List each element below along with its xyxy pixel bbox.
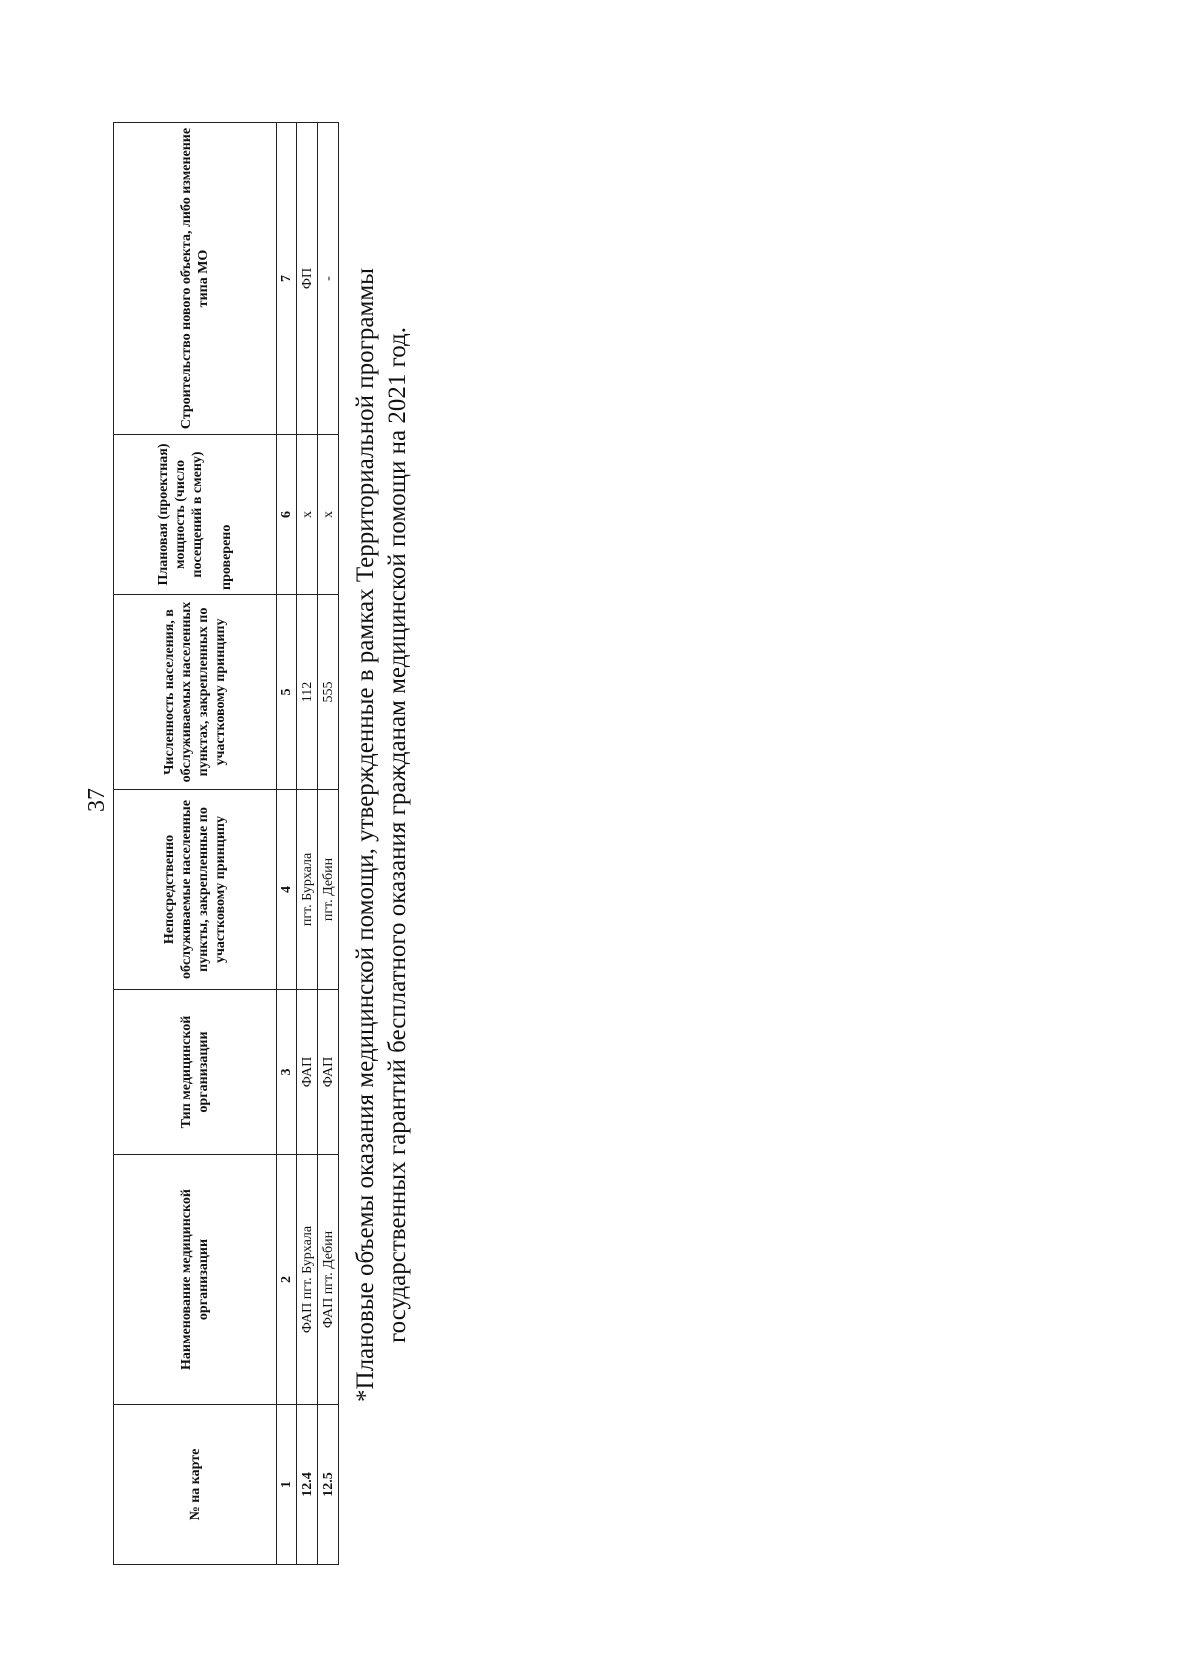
table-header-row bbox=[114, 123, 277, 1565]
cell-construction: - bbox=[318, 123, 339, 435]
cell-served-settlement: пгт. Бурхала bbox=[297, 790, 318, 990]
verified-note: проверено bbox=[219, 524, 234, 590]
cell-organization-type: ФАП bbox=[318, 990, 339, 1155]
footnote-line-2: государственных гарантий бесплатного оказания гражданам медицинской помощи на 2021 год. bbox=[384, 327, 411, 1344]
column-number: 4 bbox=[277, 790, 297, 990]
header-organization-type: Тип медицинской организации bbox=[114, 990, 277, 1155]
header-map-number: № на карте bbox=[114, 1405, 277, 1565]
column-number: 2 bbox=[277, 1155, 297, 1405]
cell-map-number: 12.4 bbox=[297, 1405, 318, 1565]
medical-organizations-table bbox=[113, 122, 339, 1565]
cell-organization-type: ФАП bbox=[297, 990, 318, 1155]
cell-construction: ФП bbox=[297, 123, 318, 435]
header-organization-name: Наименование медицинской организации bbox=[114, 1155, 277, 1405]
column-number: 1 bbox=[277, 1405, 297, 1565]
footnote-line-1: *Плановые объемы оказания медицинской помощи, утвержденные в рамках Территориальной программы bbox=[352, 268, 379, 1402]
cell-population: 555 bbox=[318, 595, 339, 790]
cell-organization-name: ФАП пгт. Бурхала bbox=[297, 1155, 318, 1405]
header-construction: Строительство нового объекта, либо изменение типа МО bbox=[114, 123, 277, 435]
cell-organization-name: ФАП пгт. Дебин bbox=[318, 1155, 339, 1405]
header-population: Численность населения, в обслуживаемых населенных пунктах, закрепленных по участковому принципу bbox=[114, 595, 277, 790]
header-planned-capacity bbox=[114, 435, 277, 595]
cell-map-number: 12.5 bbox=[318, 1405, 339, 1565]
column-number: 7 bbox=[277, 123, 297, 435]
column-number: 6 bbox=[277, 435, 297, 595]
cell-planned-capacity: х bbox=[297, 435, 318, 595]
column-number: 3 bbox=[277, 990, 297, 1155]
cell-served-settlement: пгт. Дебин bbox=[318, 790, 339, 990]
footnote bbox=[350, 105, 414, 1565]
cell-population: 112 bbox=[297, 595, 318, 790]
header-served-settlements: Непосредственно обслуживаемые населенные пункты, закрепленные по участковому принципу bbox=[114, 790, 277, 990]
header-planned-capacity-label: Плановая (проектная) мощность (число посещений в смену) bbox=[156, 443, 205, 586]
page-number: 37 bbox=[84, 788, 110, 812]
column-number-row bbox=[277, 123, 297, 1565]
rotated-page-content bbox=[105, 75, 665, 1575]
table-row bbox=[318, 123, 339, 1565]
cell-planned-capacity: х bbox=[318, 435, 339, 595]
table-row bbox=[297, 123, 318, 1565]
column-number: 5 bbox=[277, 595, 297, 790]
